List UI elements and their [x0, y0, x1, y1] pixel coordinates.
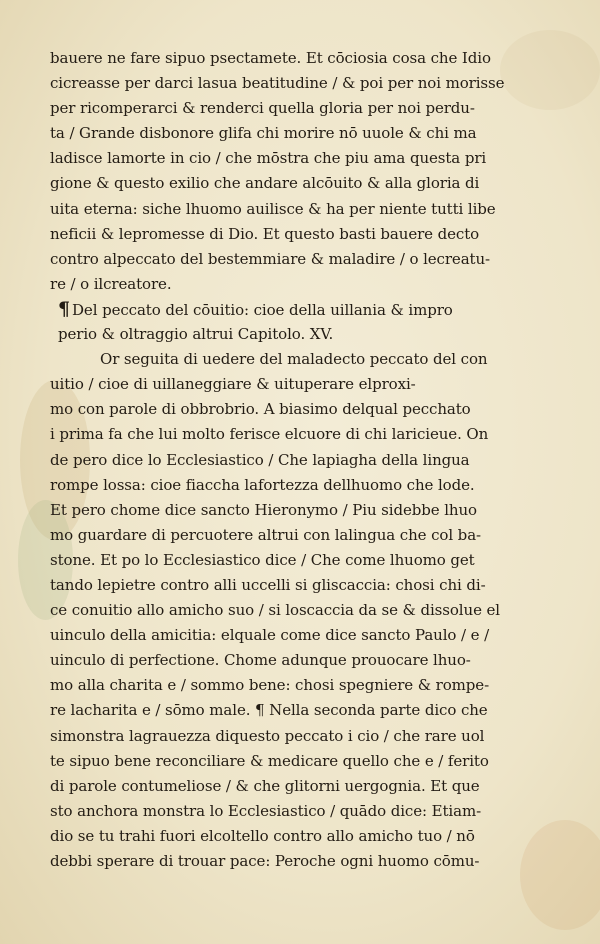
- text-line: [50, 448, 480, 473]
- line-text: ta / Grande disbonore glifa chi morire nō uuole & chi ma: [50, 124, 477, 143]
- line-text: sto anchora monstra lo Ecclesiastico / quādo dice: Etiam-: [50, 801, 482, 820]
- text-line: [50, 548, 480, 573]
- text-line: [50, 749, 489, 774]
- line-text: ladisce lamorte in cio / che mōstra che piu ama questa pri: [50, 149, 487, 168]
- line-text: gione & questo exilio che andare alcōuito & alla gloria di: [50, 174, 480, 193]
- paragraph-mark: ¶: [58, 297, 70, 320]
- line-text: mo alla charita e / sommo bene: chosi spegniere & rompe-: [50, 676, 490, 695]
- line-text: mo guardare di percuotere altrui con lalingua che col ba-: [50, 525, 481, 544]
- line-text: ce conuitio allo amicho suo / si loscaccia da se & dissolue el: [50, 601, 500, 620]
- foxing-stain: [500, 30, 600, 110]
- line-text: Et pero chome dice sancto Hieronymo / Piu sidebbe lhuo: [50, 500, 477, 519]
- line-text: per ricomperarci & renderci quella gloria per noi perdu-: [50, 99, 475, 118]
- text-line: [50, 347, 488, 372]
- line-text: uinculo della amicitia: elquale come dice sancto Paulo / e /: [50, 626, 490, 645]
- text-line: [50, 247, 490, 272]
- line-text: contro alpeccato del bestemmiare & maladire / o lecreatu-: [50, 249, 490, 268]
- line-text: Del peccato del cōuitio: cioe della uillania & impro: [72, 300, 453, 319]
- text-line: [50, 322, 480, 347]
- text-line: [50, 46, 491, 71]
- line-text: tando lepietre contro alli uccelli si gliscaccia: chosi chi di-: [50, 575, 486, 594]
- line-text: neficii & lepromesse di Dio. Et questo basti bauere decto: [50, 224, 480, 243]
- text-line: [50, 473, 480, 498]
- line-text: re lacharita e / sōmo male. ¶ Nella seconda parte dico che: [50, 701, 488, 720]
- line-text: simonstra lagrauezza diquesto peccato i cio / che rare uol: [50, 726, 485, 745]
- line-text: re / o ilcreatore.: [50, 274, 172, 293]
- text-line: [50, 648, 480, 673]
- text-line: [50, 171, 480, 196]
- line-text: de pero dice lo Ecclesiastico / Che lapiagha della lingua: [50, 450, 470, 469]
- text-line: [50, 372, 480, 397]
- line-text: perio & oltraggio altrui Capitolo. XV.: [58, 325, 334, 344]
- line-text: te sipuo bene reconciliare & medicare quello che e / ferito: [50, 751, 489, 770]
- text-line: [50, 146, 487, 171]
- text-line: [50, 422, 489, 447]
- text-line: [50, 849, 480, 874]
- text-line: [50, 623, 490, 648]
- text-line: [50, 297, 480, 322]
- text-line: [50, 197, 496, 222]
- line-text: uitio / cioe di uillaneggiare & uituperare elproxi-: [50, 375, 416, 394]
- line-text: mo con parole di obbrobrio. A biasimo delqual pecchato: [50, 400, 471, 419]
- text-line: [50, 121, 480, 146]
- text-line: [50, 724, 485, 749]
- line-text: uita eterna: siche lhuomo auilisce & ha per niente tutti libe: [50, 199, 496, 218]
- line-text: rompe lossa: cioe fiaccha lafortezza dellhuomo che lode.: [50, 475, 475, 494]
- line-text: bauere ne fare sipuo psectamete. Et cōciosia cosa che Idio: [50, 49, 491, 67]
- line-text: di parole contumeliose / & che glitorni uergognia. Et que: [50, 776, 480, 795]
- text-line: [50, 96, 480, 121]
- text-line: [50, 523, 480, 548]
- text-line: [50, 272, 480, 297]
- text-line: [50, 397, 480, 422]
- text-line: [50, 698, 488, 723]
- text-line: [50, 673, 490, 698]
- line-text: i prima fa che lui molto ferisce elcuore di chi laricieue. On: [50, 425, 489, 444]
- text-line: [50, 799, 480, 824]
- line-text: uinculo di perfectione. Chome adunque prouocare lhuo-: [50, 651, 471, 670]
- line-text: dio se tu trahi fuori elcoltello contro allo amicho tuo / nō: [50, 826, 475, 845]
- text-line: [50, 222, 480, 247]
- text-block: [50, 46, 505, 874]
- foxing-stain: [520, 820, 600, 930]
- text-line: [50, 598, 500, 623]
- text-line: [50, 498, 480, 523]
- line-text: debbi sperare di trouar pace: Peroche ogni huomo cōmu-: [50, 852, 480, 870]
- text-line: [50, 824, 480, 849]
- text-line: [50, 71, 505, 96]
- text-line: [50, 774, 480, 799]
- line-text: Or seguita di uedere del maladecto peccato del con: [100, 350, 488, 369]
- text-line: [50, 573, 486, 598]
- line-text: cicreasse per darci lasua beatitudine / & poi per noi morisse: [50, 74, 505, 93]
- line-text: stone. Et po lo Ecclesiastico dice / Che come lhuomo get: [50, 550, 475, 569]
